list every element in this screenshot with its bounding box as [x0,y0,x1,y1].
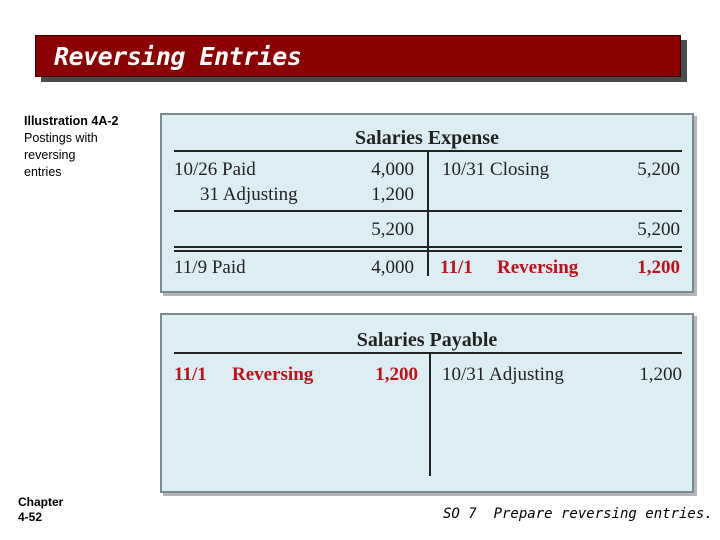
debit-amt-row1: 4,000 [371,159,414,180]
slide-title: Reversing Entries [54,42,302,71]
account-title: Salaries Payable [356,329,498,351]
total-line-1 [174,246,682,248]
illustration-number: Illustration 4A-2 [24,114,119,128]
study-objective: SO 7 Prepare reversing entries. [443,506,713,522]
caption-line-2: reversing [24,148,76,162]
chapter-text: Chapter [18,495,64,509]
subtotal-line [174,210,682,212]
caption-line-1: Postings with [24,131,98,145]
debit-desc-row1: 10/26 Paid [174,159,256,180]
credit-desc-row1: 10/31 Closing [442,159,550,180]
credit-amt-row1: 5,200 [637,159,680,180]
t-account-divider [427,150,429,276]
debit-desc-row3: 11/9 Paid [174,257,246,278]
illustration-label [24,113,154,181]
credit-total: 5,200 [637,219,680,240]
chapter-page: 4-52 [18,510,43,524]
reversing-desc: Reversing [232,364,314,385]
credit-amt-row1: 1,200 [639,364,682,385]
salaries-payable-account [160,313,694,493]
debit-total: 5,200 [371,219,414,240]
account-title: Salaries Expense [355,127,499,149]
reversing-desc: Reversing [497,257,579,278]
t-account-top-line [174,352,682,354]
debit-amt-row2: 1,200 [371,184,414,205]
title-bar [35,35,681,77]
credit-desc-row1: 10/31 Adjusting [442,364,564,385]
reversing-date: 11/1 [174,364,207,385]
debit-desc-row2: 31 Adjusting [200,184,298,205]
chapter-label [18,495,63,525]
reversing-amt: 1,200 [375,364,418,385]
t-account-divider [429,352,431,476]
total-line-2 [174,250,682,252]
reversing-date: 11/1 [440,257,473,278]
salaries-expense-account [160,113,694,293]
caption-line-3: entries [24,165,62,179]
debit-amt-row3: 4,000 [371,257,414,278]
reversing-amt: 1,200 [637,257,680,278]
